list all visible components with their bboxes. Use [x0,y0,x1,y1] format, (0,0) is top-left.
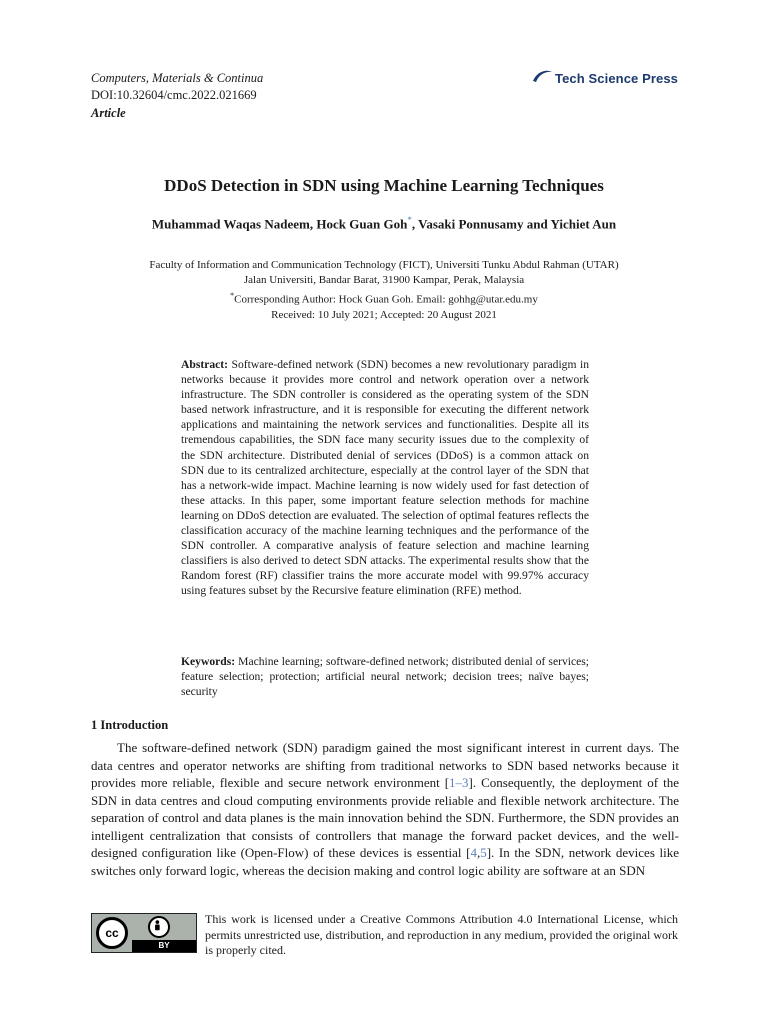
publisher-swoosh-icon [531,68,553,88]
corresponding-text: Corresponding Author: Hock Guan Goh. Email: gohhg@utar.edu.my [234,293,538,306]
publisher-name: Tech Science Press [555,70,678,86]
author-list [0,211,768,233]
journal-name: Computers, Materials & Continua [91,71,264,85]
citation-link[interactable]: 4 [470,845,477,860]
corresponding-author [0,288,768,308]
abstract [181,357,589,599]
license-text: This work is licensed under a Creative Commons Attribution 4.0 International License, which permits unrestricted use, distribution, and reproduction in any medium, provided the original work is properly cited. [205,912,678,957]
citation-link[interactable]: 1–3 [449,775,469,790]
section-heading-introduction: 1 Introduction [91,718,169,732]
received-accepted: Received: 10 July 2021; Accepted: 20 August 2021 [271,308,497,321]
keywords [181,654,589,699]
citation-link[interactable]: 5 [480,845,487,860]
by-label: BY [132,940,196,952]
citation-separator: , [476,845,481,860]
corresponding-mark: * [230,291,235,300]
attribution-person-icon [148,916,170,938]
publisher-logo [531,68,678,88]
affiliation-address: Jalan Universiti, Bandar Barat, 31900 Kampar, Perak, Malaysia [243,274,525,286]
intro-text-1: The software-defined network (SDN) paradigm gained the most significant interest in current days. The data centres and operator networks are shifting from traditional networks to SDN based networks because it provides more reliable, flexible and secure network environment [ [91,740,679,790]
authors-part1: Muhammad Waqas Nadeem, Hock Guan Goh [151,216,408,232]
abstract-label: Abstract: [181,358,229,371]
cc-icon: cc [96,917,128,949]
intro-text-2: ]. Consequently, the deployment of the SDN in data centres and cloud computing environments provide reliable and flexible network architecture. The separation of control and data planes is the main innovation behind the SDN. Furthermore, the SDN provides an intelligent centralization that consists of controllers that manage the forward packet devices, and the well-designed configuration like (Open-Flow) of these devices is essential [ [91,775,679,860]
keywords-text: Machine learning; software-defined network; distributed denial of services; feature selection; protection; artificial neural network; decision trees; naïve bayes; security [181,655,589,699]
cc-by-license-badge[interactable] [91,913,197,953]
introduction-paragraph [91,739,679,879]
doi: DOI:10.32604/cmc.2022.021669 [91,88,257,102]
abstract-text: Software-defined network (SDN) becomes a new revolutionary paradigm in networks because it provides more control and network operation over a network infrastructure. The SDN controller is considered as the operating system of the SDN based network infrastructure, and it is responsible for executing the different network applications and maintaining the network services and functionalities. Despite all its tremendous capabilities, the SDN face many security issues due to the complexity of the SDN architecture. Distributed denial of services (DDoS) is a common attack on SDN due to its centralized architecture, especially at the control layer of the SDN that has a network-wide impact. Machine learning is now widely used for fast detection of these attacks. In this paper, some important feature selection methods for machine learning on DDoS detection are evaluated. The selection of optimal features reflects the classification accuracy of the machine learning techniques and the performance of the SDN controller. A comparative analysis of feature selection and machine learning classifiers is also derived to detect SDN attacks. The experimental results show that the Random forest (RF) classifier trains the more accurate model with 99.97% accuracy using features subset by the Recursive feature elimination (RFE) method. [181,358,589,598]
affiliation-line: Faculty of Information and Communication Technology (FICT), Universiti Tunku Abdul Rahman (UTAR) [149,259,619,271]
keywords-label: Keywords: [181,655,236,668]
article-type: Article [91,106,126,120]
authors-part2: , Vasaki Ponnusamy and Yichiet Aun [411,216,617,232]
intro-text-3: ]. In the SDN, network devices like switches only forward logic, whereas the decision making and control logic ability are software at an SDN [91,845,679,878]
affiliation-block [0,258,768,323]
paper-title: DDoS Detection in SDN using Machine Learning Techniques [164,176,604,195]
corresponding-star[interactable]: * [407,215,412,225]
